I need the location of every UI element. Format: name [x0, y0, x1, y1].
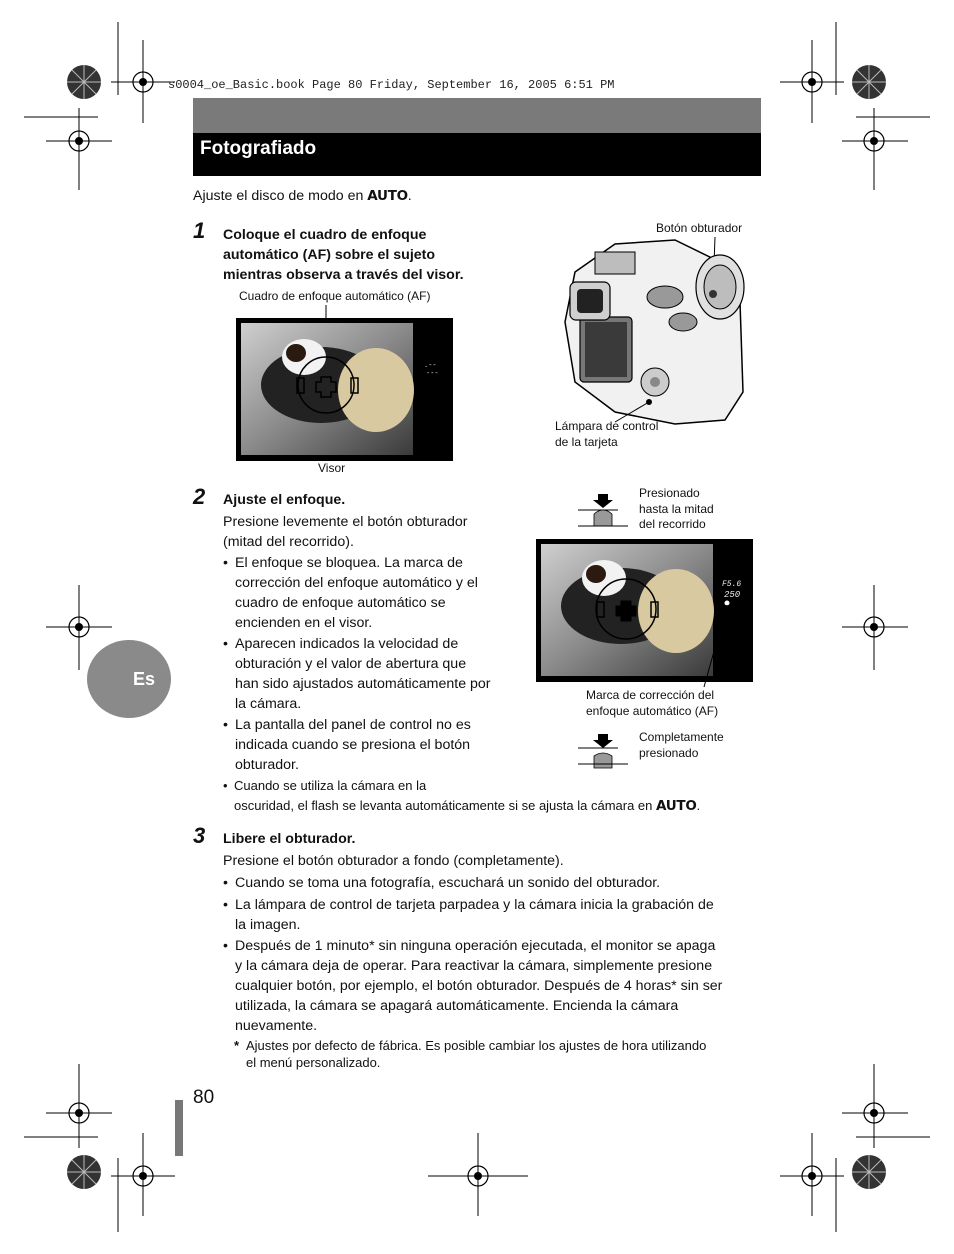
caption-line: Marca de corrección del: [586, 688, 715, 702]
svg-text:.--: .--: [424, 362, 437, 370]
footnote-line: Ajustes por defecto de fábrica. Es posible cambiar los ajustes de hora utilizando: [246, 1038, 707, 1053]
caption-line: de la tarjeta: [555, 434, 618, 449]
title-band-top: [193, 98, 761, 133]
caption-line: Completamente: [639, 730, 724, 744]
camera-illustration: [555, 232, 755, 427]
caption-af-frame: Cuadro de enfoque automático (AF): [239, 289, 431, 303]
caption-line: Lámpara de control: [555, 419, 659, 433]
half-press-icon: [578, 490, 638, 530]
section-title: Fotografiado: [200, 138, 317, 159]
bullet-line: la cámara.: [235, 696, 302, 712]
caption-full-press: [639, 730, 724, 761]
step-2-bullet: • El enfoque se bloquea. La marca de corrección del enfoque automático y el cuadro de enfoque automático se encienden en el visor.: [223, 555, 478, 631]
step-3-number: 3: [193, 823, 206, 848]
caption-af-confirm-mark: [586, 688, 718, 719]
intro-end: .: [407, 188, 412, 204]
page-number-bar: [175, 1100, 183, 1156]
mode-auto: AUTO: [656, 798, 697, 814]
language-tab: [87, 640, 171, 718]
footnote-line: el menú personalizado.: [246, 1055, 381, 1070]
step-2-bullet-last: • Cuando se utiliza la cámara en la oscuridad, el flash se levanta automáticamente si se ajusta la cámara en AUTO.: [223, 777, 763, 815]
footnote: [234, 1037, 764, 1071]
step-1-title-line: mientras observa a través del visor.: [223, 267, 464, 283]
step-3-title: Libere el obturador.: [223, 831, 356, 847]
footnote-mark: *: [234, 1038, 240, 1053]
section-title-bar: [193, 133, 761, 176]
intro-text: Ajuste el disco de modo en: [193, 188, 368, 204]
bullet-line: Después de 1 minuto* sin ninguna operación ejecutada, el monitor se apaga: [235, 938, 716, 954]
step-3-bullet: • La lámpara de control de tarjeta parpadea y la cámara inicia la grabación de la imagen.: [223, 895, 763, 935]
bullet-line: la imagen.: [235, 917, 301, 933]
step-1-title-line: automático (AF) sobre el sujeto: [223, 247, 436, 263]
file-info-header: s0004_oe_Basic.book Page 80 Friday, September 16, 2005 6:51 PM: [168, 78, 615, 92]
step-3-lead: Presione el botón obturador a fondo (completamente).: [223, 853, 564, 869]
step-2-lead: [223, 512, 468, 552]
bullet-line: y la cámara deja de operar. Para reactivar la cámara, simplemente presione: [235, 958, 713, 974]
full-press-icon: [578, 730, 638, 770]
bullet-line: indicada cuando se presiona el botón: [235, 737, 471, 753]
viewfinder-image-2: [536, 539, 754, 709]
bullet-line: cuadro de enfoque automático se: [235, 595, 446, 611]
svg-text:---: ---: [426, 370, 439, 378]
bullet-line: El enfoque se bloquea. La marca de: [235, 555, 463, 571]
bullet-end: .: [696, 798, 701, 813]
bullet-line: Cuando se toma una fotografía, escuchará un sonido del obturador.: [235, 875, 661, 891]
step-1-title-line: Coloque el cuadro de enfoque: [223, 227, 427, 243]
caption-line: Presionado: [639, 486, 700, 500]
step-2-number: 2: [193, 484, 206, 509]
bullet-line: utilizada, la cámara se apagará automáticamente. Encienda la cámara: [235, 998, 679, 1014]
bullet-line: Aparecen indicados la velocidad de: [235, 636, 459, 652]
caption-shutter-button: Botón obturador: [656, 221, 743, 235]
step-1-number: 1: [193, 218, 206, 243]
bullet-line: nuevamente.: [235, 1018, 318, 1034]
step-1-title: [223, 225, 464, 285]
bullet-line: obturación y el valor de abertura que: [235, 656, 467, 672]
page-number: 80: [193, 1087, 215, 1108]
vf-shutter-readout: 250: [724, 590, 741, 600]
caption-line: presionado: [639, 745, 699, 760]
bullet-line: Cuando se utiliza la cámara en la: [234, 778, 427, 793]
step-3-bullet: • Cuando se toma una fotografía, escuchará un sonido del obturador.: [223, 873, 763, 893]
bullet-line: han sido ajustados automáticamente por: [235, 676, 491, 692]
bullet-line: obturador.: [235, 757, 299, 773]
caption-half-press: [639, 486, 714, 533]
bullet-line: cualquier botón, por ejemplo, el botón obturador. Después de 4 horas* sin ser: [235, 978, 723, 994]
bullet-line: corrección del enfoque automático y el: [235, 575, 478, 591]
intro-line: [193, 186, 412, 206]
caption-card-lamp: [555, 419, 658, 450]
bullet-line: La lámpara de control de tarjeta parpadea y la cámara inicia la grabación de: [235, 897, 714, 913]
step-2-bullet: • La pantalla del panel de control no es indicada cuando se presiona el botón obturador.: [223, 717, 471, 773]
caption-line: hasta la mitad: [639, 501, 714, 516]
step-2-lead-line: Presione levemente el botón obturador: [223, 514, 468, 530]
caption-viewfinder: Visor: [318, 461, 346, 475]
caption-line: enfoque automático (AF): [586, 703, 719, 718]
caption-line: del recorrido: [639, 517, 706, 531]
step-2-title: Ajuste el enfoque.: [223, 492, 346, 508]
step-2-lead-line: (mitad del recorrido).: [223, 534, 354, 550]
vf-aperture-readout: F5.6: [722, 580, 742, 589]
mode-auto: AUTO: [367, 188, 408, 204]
bullet-line: La pantalla del panel de control no es: [235, 717, 471, 733]
language-tab-label: Es: [132, 668, 156, 689]
step-2-bullet: • Aparecen indicados la velocidad de obturación y el valor de abertura que han sido ajustados automáticamente por la cámara.: [223, 636, 491, 712]
bullet-line: oscuridad, el flash se levanta automáticamente si se ajusta la cámara en: [234, 798, 657, 813]
step-3-bullet: • Después de 1 minuto* sin ninguna operación ejecutada, el monitor se apaga y la cámara deja de operar. Para reactivar la cámara, simplemente presione cualquier botón, por ejemplo, el botón obturador. Después de 4 horas* sin ser utilizada, la cámara se apagará automáticamente. Encienda la cámara nuevamente.: [223, 936, 763, 1036]
viewfinder-image-1: [236, 305, 456, 463]
bullet-line: encienden en el visor.: [235, 615, 373, 631]
